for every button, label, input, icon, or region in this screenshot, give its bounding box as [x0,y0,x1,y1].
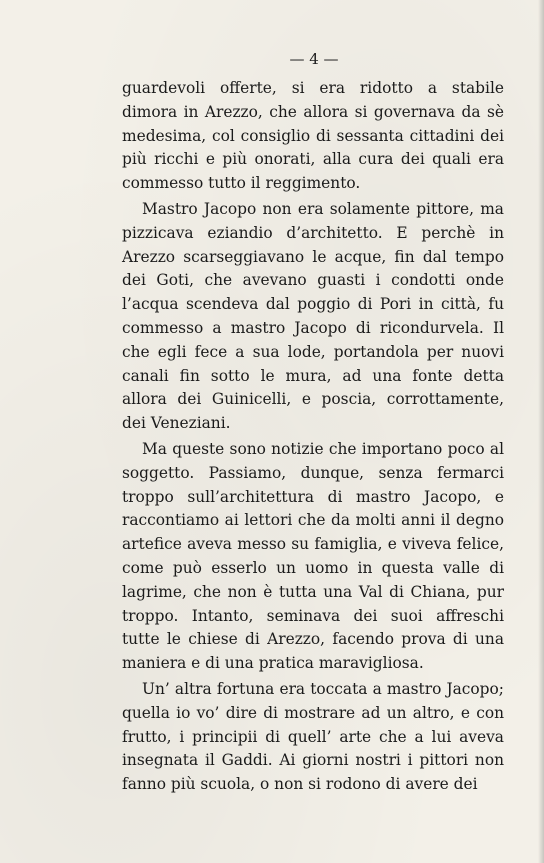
paragraph-1: guardevoli offerte, si era ridotto a stabile dimora in Arezzo, che allora si governava da sè medesima, col consiglio di sessanta cittadini dei più ricchi e più onorati, alla cura dei quali era commesso tutto il reggimento. [122,79,504,193]
page-body-text [122,77,504,797]
page-edge-shadow [538,0,544,863]
paragraph-3: Ma queste sono notizie che importano poco al soggetto. Passiamo, dunque, senza fermarci troppo sull’architettura di mastro Jacopo, e raccontiamo ai lettori che da molti anni il degno artefice aveva messo su famiglia, e viveva felice, come può esserlo un uomo in questa valle di lagrime, che non è tutta una Val di Chiana, pur troppo. Intanto, seminava dei suoi affreschi tutte le chiese di Arezzo, facendo prova di una maniera e di una pratica maravigliosa. [122,439,504,673]
page-number: — 4 — [289,50,339,68]
paragraph-4: Un’ altra fortuna era toccata a mastro Jacopo; quella io vo’ dire di mostrare ad un altro, e con frutto, i principii di quell’ arte che a lui aveva insegnata il Gaddi. Ai giorni nostri i pittori non fanno più scuola, o non si rodono di avere dei [122,679,504,794]
paragraph-2: Mastro Jacopo non era solamente pittore, ma pizzicava eziandio d’architetto. E perchè in Arezzo scarseggiavano le acque, fin dal tempo dei Goti, che avevano guasti i condotti onde l’acqua scendeva dal poggio di Pori in città, fu commesso a mastro Jacopo di ricondurvela. Il che egli fece a sua lode, portandola per nuovi canali fin sotto le mura, ad una fonte detta allora dei Guinicelli, e poscia, corrottamente, dei Veneziani. [122,199,504,433]
